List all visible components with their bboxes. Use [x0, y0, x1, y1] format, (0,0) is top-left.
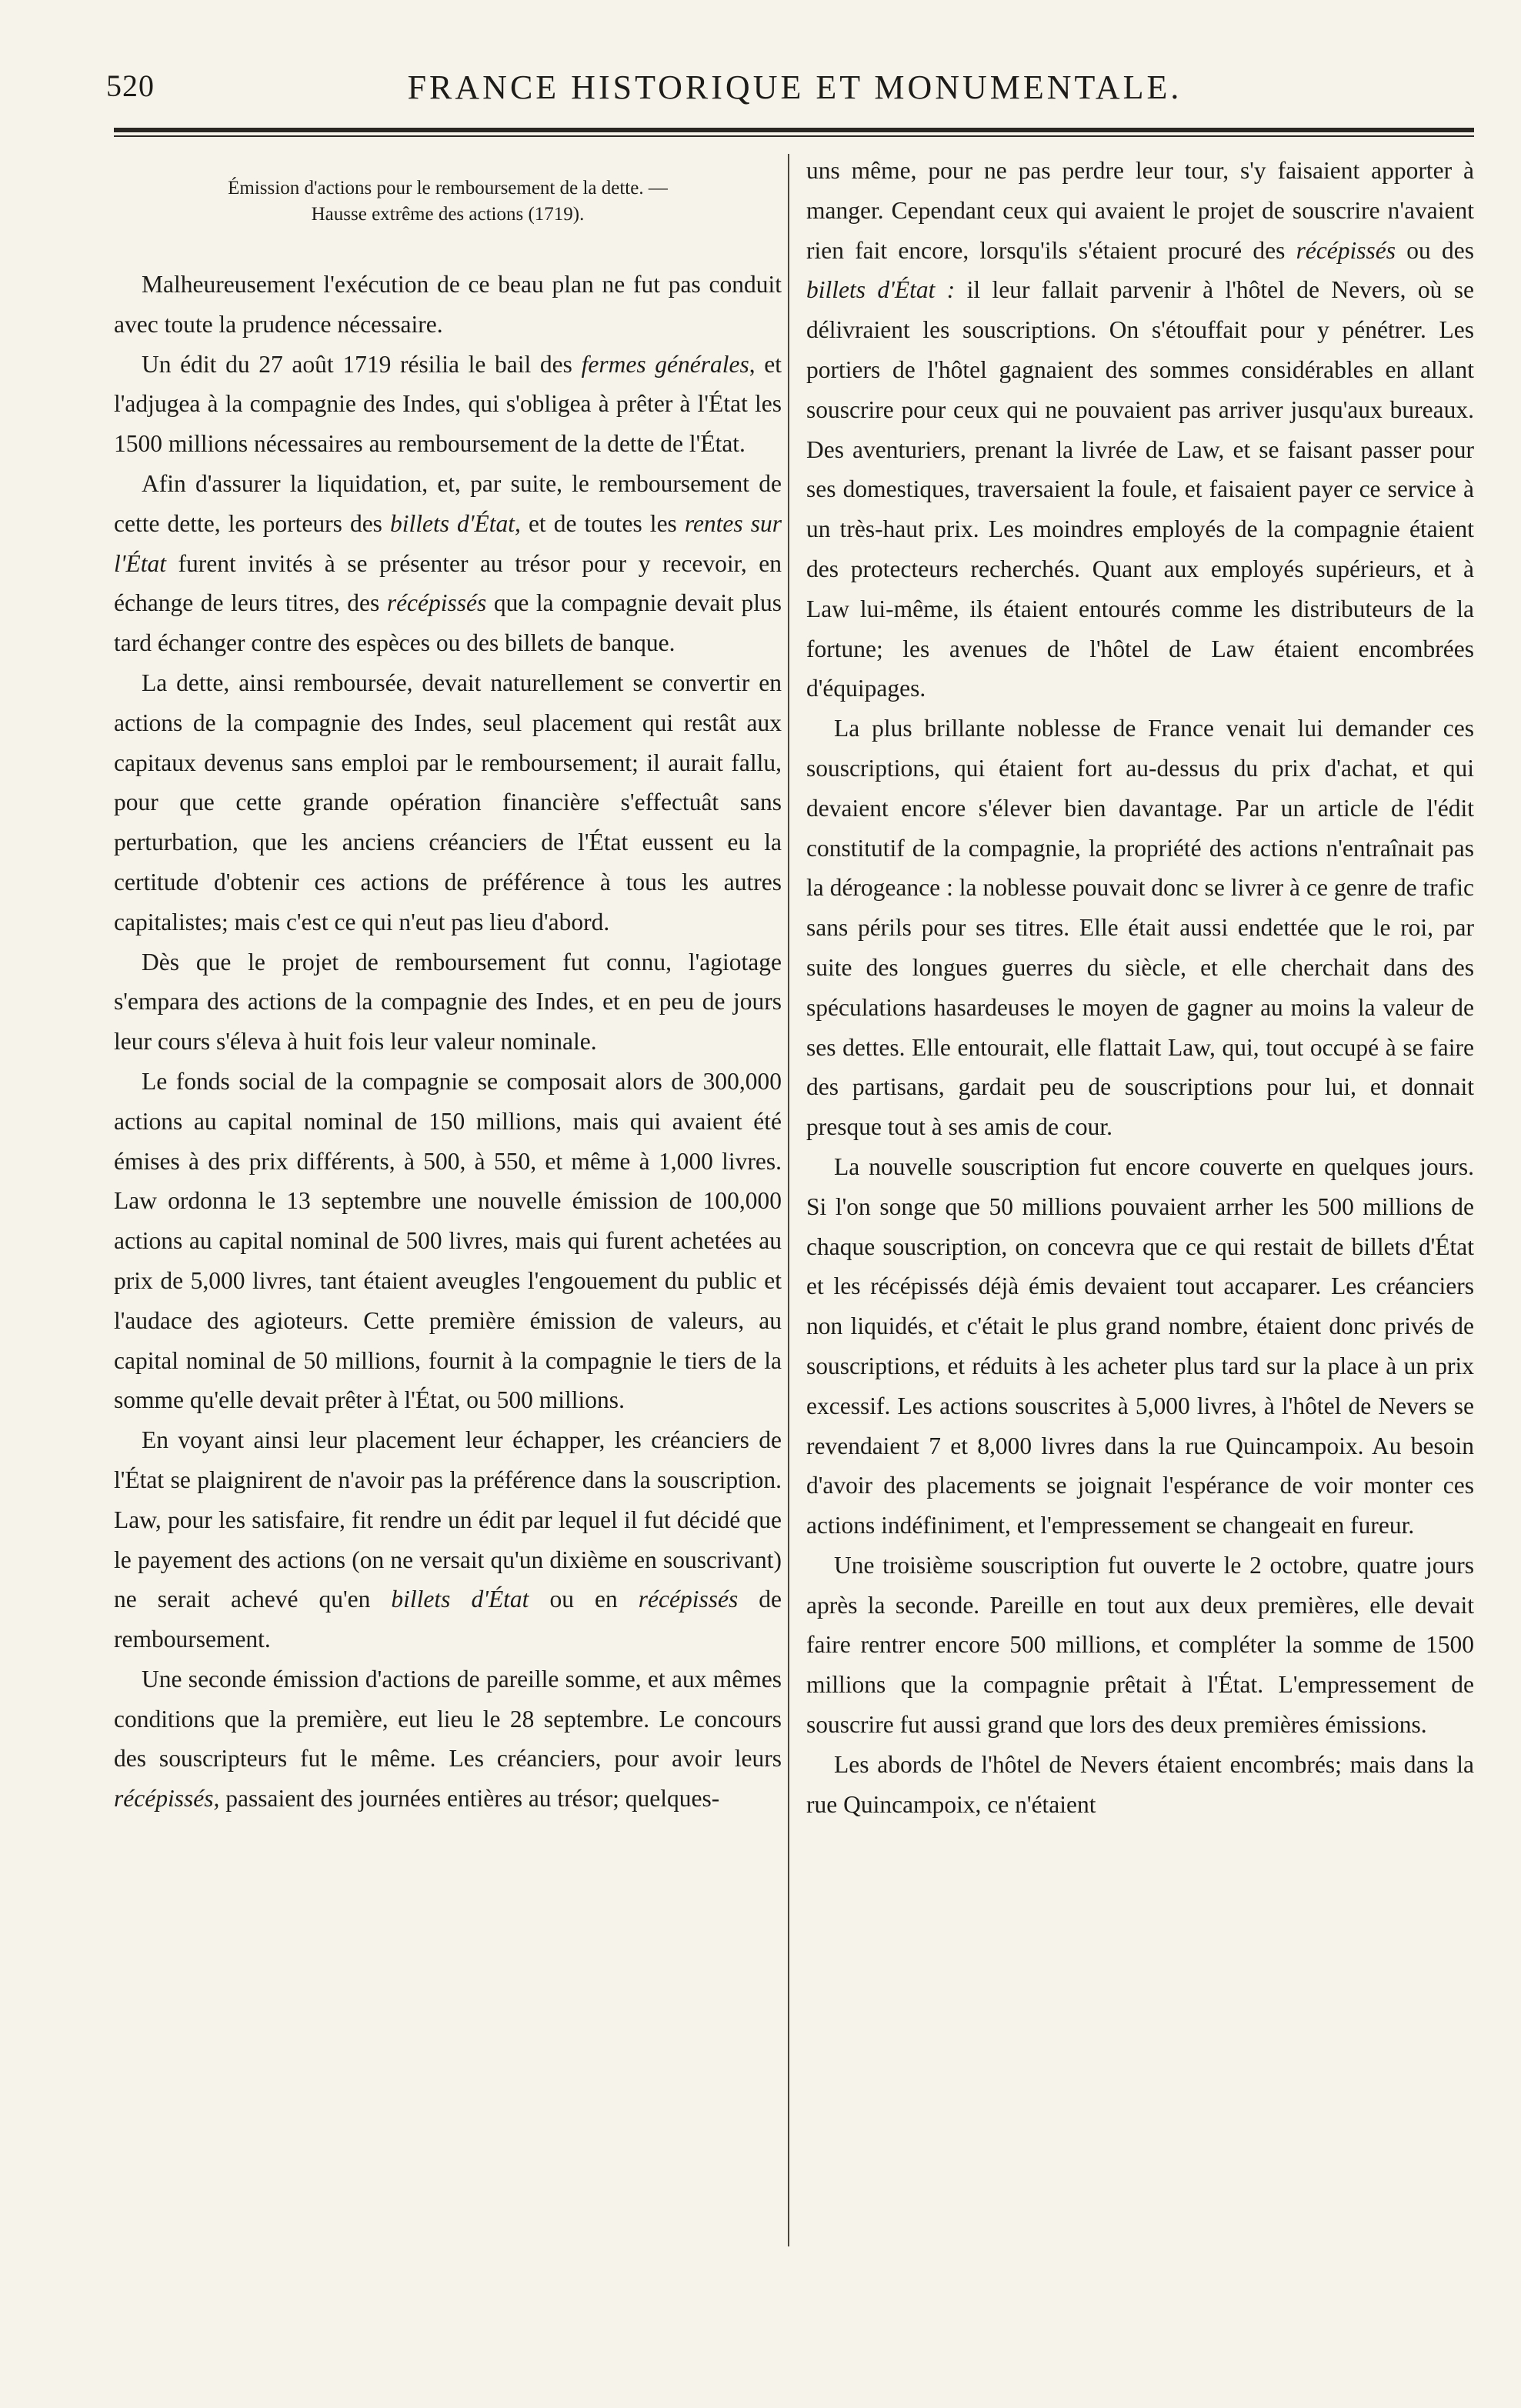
section-heading-line: Émission d'actions pour le remboursement de la dette. —: [228, 178, 668, 198]
text-run: En voyant ainsi leur placement leur échapper, les créanciers de l'État se plaignirent de n'avoir pas la préférence dans la souscription. Law, pour les satisfaire, fit rendre un édit par lequel il fut décidé que le payement des actions (on ne versait qu'un dixième en souscrivant) ne serait achevé qu'en: [114, 1426, 782, 1613]
running-title: FRANCE HISTORIQUE ET MONUMENTALE.: [407, 68, 1182, 106]
section-heading-line: Hausse extrême des actions (1719).: [311, 204, 585, 225]
left-column: [114, 151, 782, 1819]
text-run: et de toutes les: [520, 509, 685, 537]
right-column-body: [806, 151, 1474, 1824]
text-run: ou des: [1396, 236, 1474, 264]
text-run: La nouvelle souscription fut encore couverte en quelques jours. Si l'on songe que 50 millions pouvaient arrher les 500 millions de chaque souscription, on concevra que ce qui restait de billets d'État et les récépissés déjà émis devaient tout accaparer. Les créanciers non liquidés, et c'était le plus grand nombre, étaient donc privés de souscriptions, et réduits à les acheter plus tard sur la place à un prix excessif. Les actions souscrites à 5,000 livres, à l'hôtel de Nevers se revendaient 7 et 8,000 livres dans la rue Quincampoix. Au besoin d'avoir des placements se joignait l'espérance de voir monter ces actions indéfiniment, et l'empressement se changeait en fureur.: [806, 1152, 1474, 1539]
text-run: La dette, ainsi remboursée, devait naturellement se convertir en actions de la compagnie des Indes, seul placement qui restât aux capitaux devenus sans emploi par le remboursement; il aurait fallu, pour que cette grande opération financière s'effectuât sans perturbation, que les anciens créanciers de l'État eussent eu la certitude d'obtenir ces actions de préférence à tous les autres capitalistes; mais c'est ce qui n'eut pas lieu d'abord.: [114, 669, 782, 936]
italic-text: récépissés: [386, 589, 487, 617]
paragraph: [114, 464, 782, 663]
paragraph: [806, 1147, 1474, 1546]
text-run: que la compagnie devait plus tard échanger contre des espèces ou des billets de banque.: [114, 589, 782, 657]
paragraph: [114, 1062, 782, 1420]
italic-text: rentes sur l'État: [114, 509, 782, 577]
text-run: Afin d'assurer la liquidation, et, par suite, le remboursement de cette dette, les porteurs des: [114, 469, 782, 537]
italic-text: billets d'État,: [390, 509, 521, 537]
text-run: Malheureusement l'exécution de ce beau plan ne fut pas conduit avec toute la prudence nécessaire.: [114, 271, 782, 338]
text-run: La plus brillante noblesse de France venait lui demander ces souscriptions, qui étaient fort au-dessus du prix d'achat, et qui devaient encore s'élever bien davantage. Par un article de l'édit constitutif de la compagnie, la propriété des actions n'entraînait pas la dérogeance : la noblesse pouvait donc se livrer à ce genre de trafic sans périls pour ses titres. Elle était aussi endettée que le roi, par suite des longues guerres du siècle, et elle cherchait dans des spéculations hasardeuses le moyen de gagner au moins la valeur de ses dettes. Elle entourait, elle flattait Law, qui, tout occupé à se faire des partisans, gardait peu de souscriptions pour lui, et donnait presque tout à ses amis de cour.: [806, 715, 1474, 1141]
paragraph: [114, 1420, 782, 1659]
paragraph: [806, 1546, 1474, 1745]
italic-text: fermes générales: [581, 350, 749, 378]
paragraph: [114, 265, 782, 345]
header-rule-thin: [114, 135, 1474, 137]
paragraph: [806, 1745, 1474, 1825]
text-run: Une seconde émission d'actions de pareille somme, et aux mêmes conditions que la première, eut lieu le 28 septembre. Le concours des souscripteurs fut le même. Les créanciers, pour avoir leurs: [114, 1665, 782, 1773]
header-rule-thick: [114, 128, 1474, 132]
paragraph: [114, 1659, 782, 1819]
text-run: , et l'adjugea à la compagnie des Indes, qui s'obligea à prêter à l'État les 1500 millions nécessaires au remboursement de la dette de l'État.: [114, 350, 782, 458]
left-column-body: [114, 265, 782, 1819]
italic-text: billets d'État :: [806, 276, 956, 304]
paragraph: [114, 663, 782, 942]
text-run: furent invités à se présenter au trésor pour y recevoir, en échange de leurs titres, des: [114, 549, 782, 617]
section-heading: [114, 175, 782, 228]
italic-text: billets d'État: [391, 1586, 529, 1613]
text-run: Une troisième souscription fut ouverte le 2 octobre, quatre jours après la seconde. Pareille en tout aux deux premières, elle devait faire rentrer encore 500 millions, et compléter la somme de 1500 millions que la compagnie prêtait à l'État. L'empressement de souscrire fut aussi grand que lors des deux premières émissions.: [806, 1551, 1474, 1739]
italic-text: récépissés: [1296, 236, 1396, 264]
page-header: [106, 68, 1483, 114]
text-run: il leur fallait parvenir à l'hôtel de Nevers, où se délivraient les souscriptions. On s'étouffait pour y pénétrer. Les portiers de l'hôtel gagnaient des sommes considérables en allant souscrire pour ceux qui ne pouvaient pas arriver jusqu'aux bureaux. Des aventuriers, prenant la livrée de Law, et se faisant passer pour ses domestiques, traversaient la foule, et faisaient payer ce service à un très-haut prix. Les moindres employés de la compagnie étaient des protecteurs recherchés. Quant aux employés supérieurs, et à Law lui-même, ils étaient entourés comme les distributeurs de la fortune; les avenues de l'hôtel de Law étaient encombrées d'équipages.: [806, 276, 1475, 702]
page-number: 520: [106, 68, 155, 103]
paragraph: [806, 151, 1474, 709]
paragraph: [806, 709, 1474, 1147]
paragraph: [114, 345, 782, 464]
text-run: Le fonds social de la compagnie se composait alors de 300,000 actions au capital nominal de 150 millions, mais qui avaient été émises à des prix différents, à 500, à 550, et même à 1,000 livres. Law ordonna le 13 septembre une nouvelle émission de 100,000 actions au capital nominal de 500 livres, mais qui furent achetées au prix de 5,000 livres, tant étaient aveugles l'engouement du public et l'audace des agioteurs. Cette première émission de valeurs, au capital nominal de 50 millions, fournit à la compagnie le tiers de la somme qu'elle devait prêter à l'État, ou 500 millions.: [114, 1067, 782, 1414]
text-run: Dès que le projet de remboursement fut connu, l'agiotage s'empara des actions de la compagnie des Indes, et en peu de jours leur cours s'éleva à huit fois leur valeur nominale.: [114, 948, 782, 1056]
italic-text: récépissés,: [114, 1785, 220, 1813]
text-run: Un édit du 27 août 1719 résilia le bail des: [142, 350, 582, 378]
text-run: Les abords de l'hôtel de Nevers étaient encombrés; mais dans la rue Quincampoix, ce n'étaient: [806, 1750, 1474, 1818]
text-run: passaient des journées entières au trésor; quelques-: [219, 1785, 720, 1813]
text-run: de remboursement.: [114, 1586, 782, 1653]
paragraph: [114, 942, 782, 1062]
italic-text: récépissés: [638, 1586, 739, 1613]
text-run: ou en: [529, 1586, 639, 1613]
right-column: [806, 151, 1474, 1824]
text-run: uns même, pour ne pas perdre leur tour, s'y faisaient apporter à manger. Cependant ceux qui avaient le projet de souscrire n'avaient rien fait encore, lorsqu'ils s'étaient procuré des: [806, 157, 1474, 264]
column-divider: [788, 154, 789, 2246]
